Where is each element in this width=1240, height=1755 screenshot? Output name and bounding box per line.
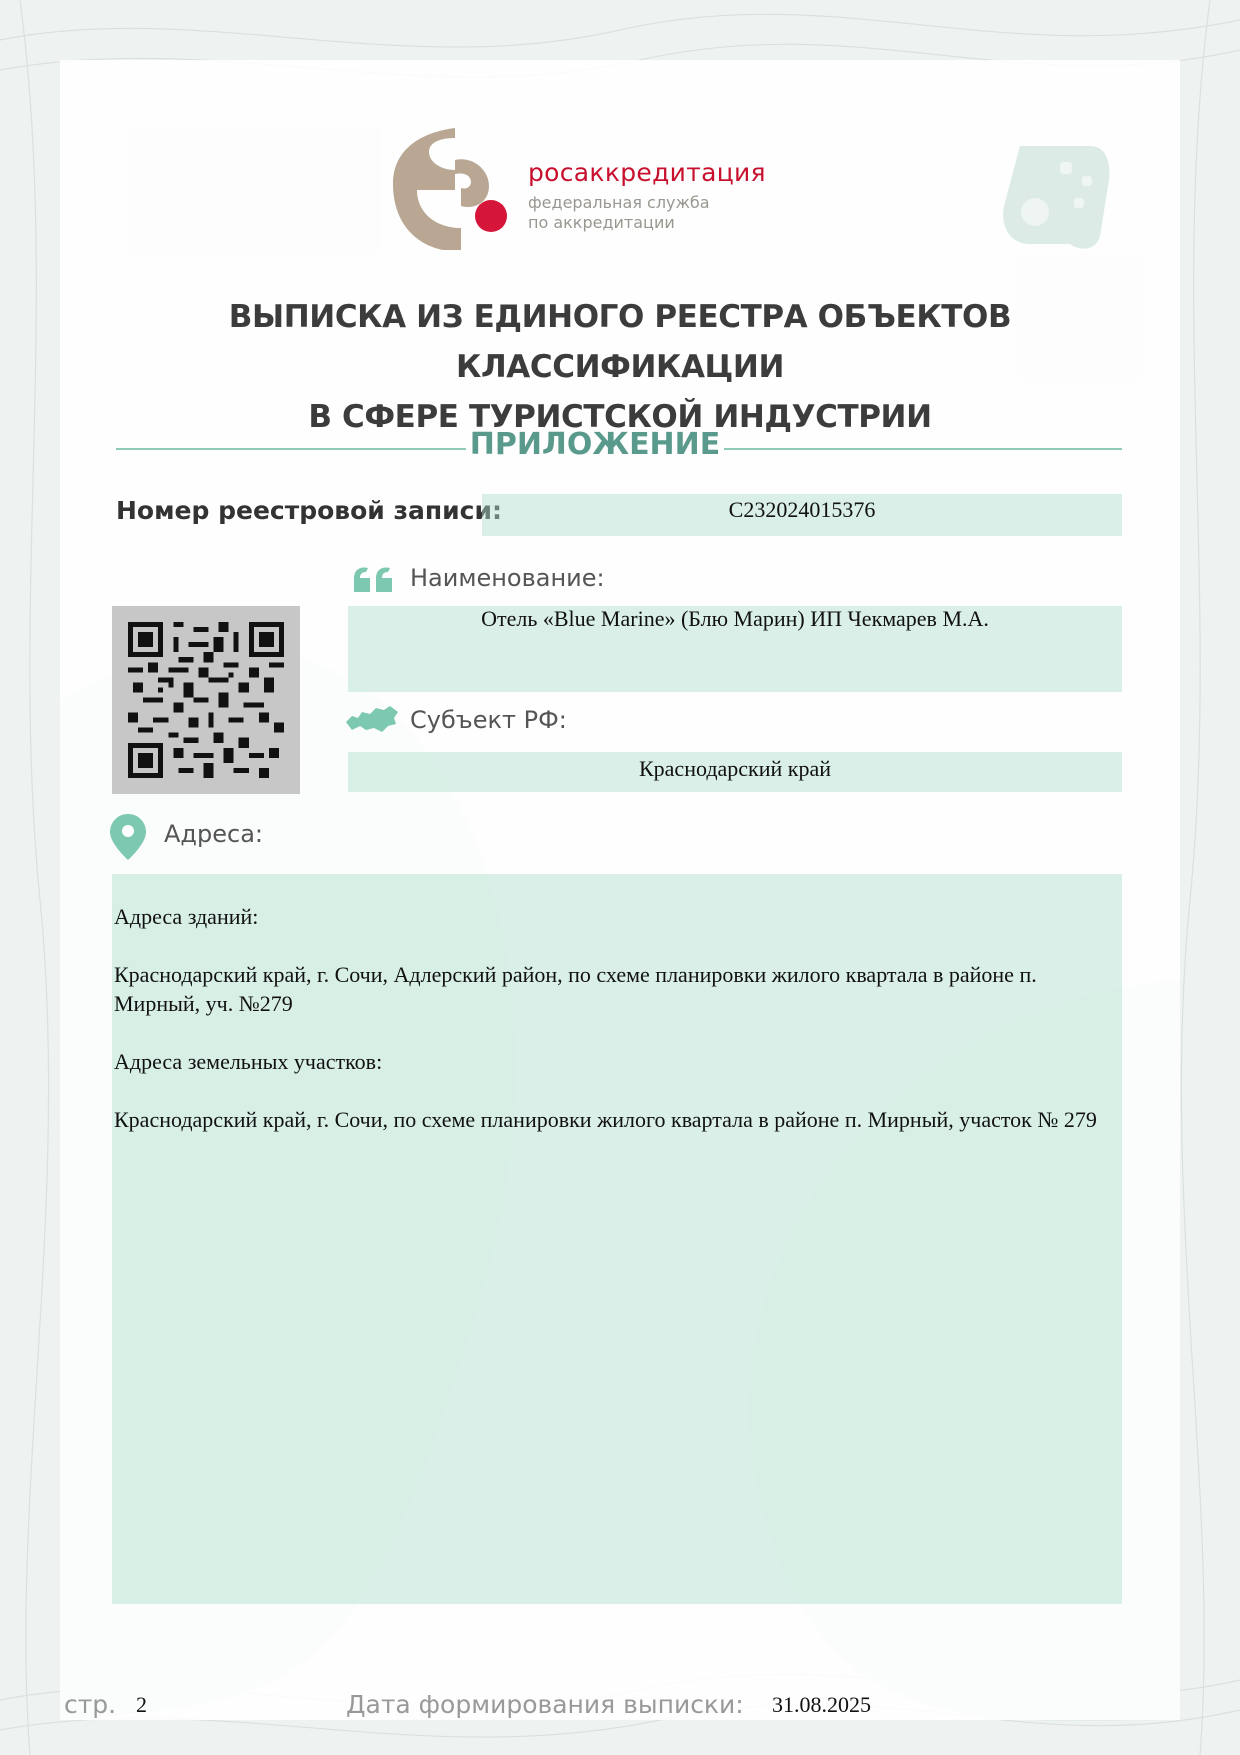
logo-text <box>528 158 766 233</box>
addresses-text <box>114 902 1104 1163</box>
section-rule-right <box>724 448 1122 450</box>
registry-number-value: C232024015376 <box>728 497 876 522</box>
section-title: ПРИЛОЖЕНИЕ <box>469 427 721 462</box>
watermark-emblem <box>990 126 1122 258</box>
addresses-field <box>112 874 1122 1604</box>
logo-subtitle-line2: по аккредитации <box>528 213 675 232</box>
qr-code <box>112 606 300 794</box>
registry-number-label: Номер реестровой записи: <box>116 496 503 525</box>
location-pin-icon <box>110 814 146 860</box>
section-header <box>116 424 1122 474</box>
page-number: 2 <box>136 1692 147 1717</box>
logo-subtitle-line1: федеральная служба <box>528 193 710 212</box>
date-label: Дата формирования выписки: <box>346 1690 744 1719</box>
section-rule-left <box>116 448 466 450</box>
land-address: Краснодарский край, г. Сочи, по схеме планировки жилого квартала в районе п. Мирный, участок № 279 <box>114 1107 1097 1132</box>
quote-icon <box>352 566 396 594</box>
page-label: стр. <box>64 1690 117 1719</box>
name-value: Отель «Blue Marine» (Блю Марин) ИП Чекмарев М.А. <box>481 606 989 631</box>
logo-name: росаккредитация <box>528 158 766 187</box>
name-field <box>348 606 1122 692</box>
buildings-heading: Адреса зданий: <box>114 904 259 929</box>
document-title <box>100 292 1140 442</box>
buildings-address: Краснодарский край, г. Сочи, Адлерский район, по схеме планировки жилого квартала в районе п. Мирный, уч. №279 <box>114 962 1037 1016</box>
title-line2: В СФЕРЕ ТУРИСТСКОЙ ИНДУСТРИИ <box>308 399 932 435</box>
land-heading: Адреса земельных участков: <box>114 1049 383 1074</box>
addresses-label: Адреса: <box>164 820 263 848</box>
name-label: Наименование: <box>410 564 605 592</box>
rosaccreditation-logo <box>385 126 515 252</box>
date-value: 31.08.2025 <box>772 1692 871 1717</box>
title-line1: ВЫПИСКА ИЗ ЕДИНОГО РЕЕСТРА ОБЪЕКТОВ КЛАССИФИКАЦИИ <box>228 299 1012 385</box>
russia-map-icon <box>344 702 400 736</box>
region-field <box>348 752 1122 792</box>
region-label: Субъект РФ: <box>410 706 567 734</box>
registry-number-field <box>482 494 1122 536</box>
region-value: Краснодарский край <box>638 756 832 781</box>
